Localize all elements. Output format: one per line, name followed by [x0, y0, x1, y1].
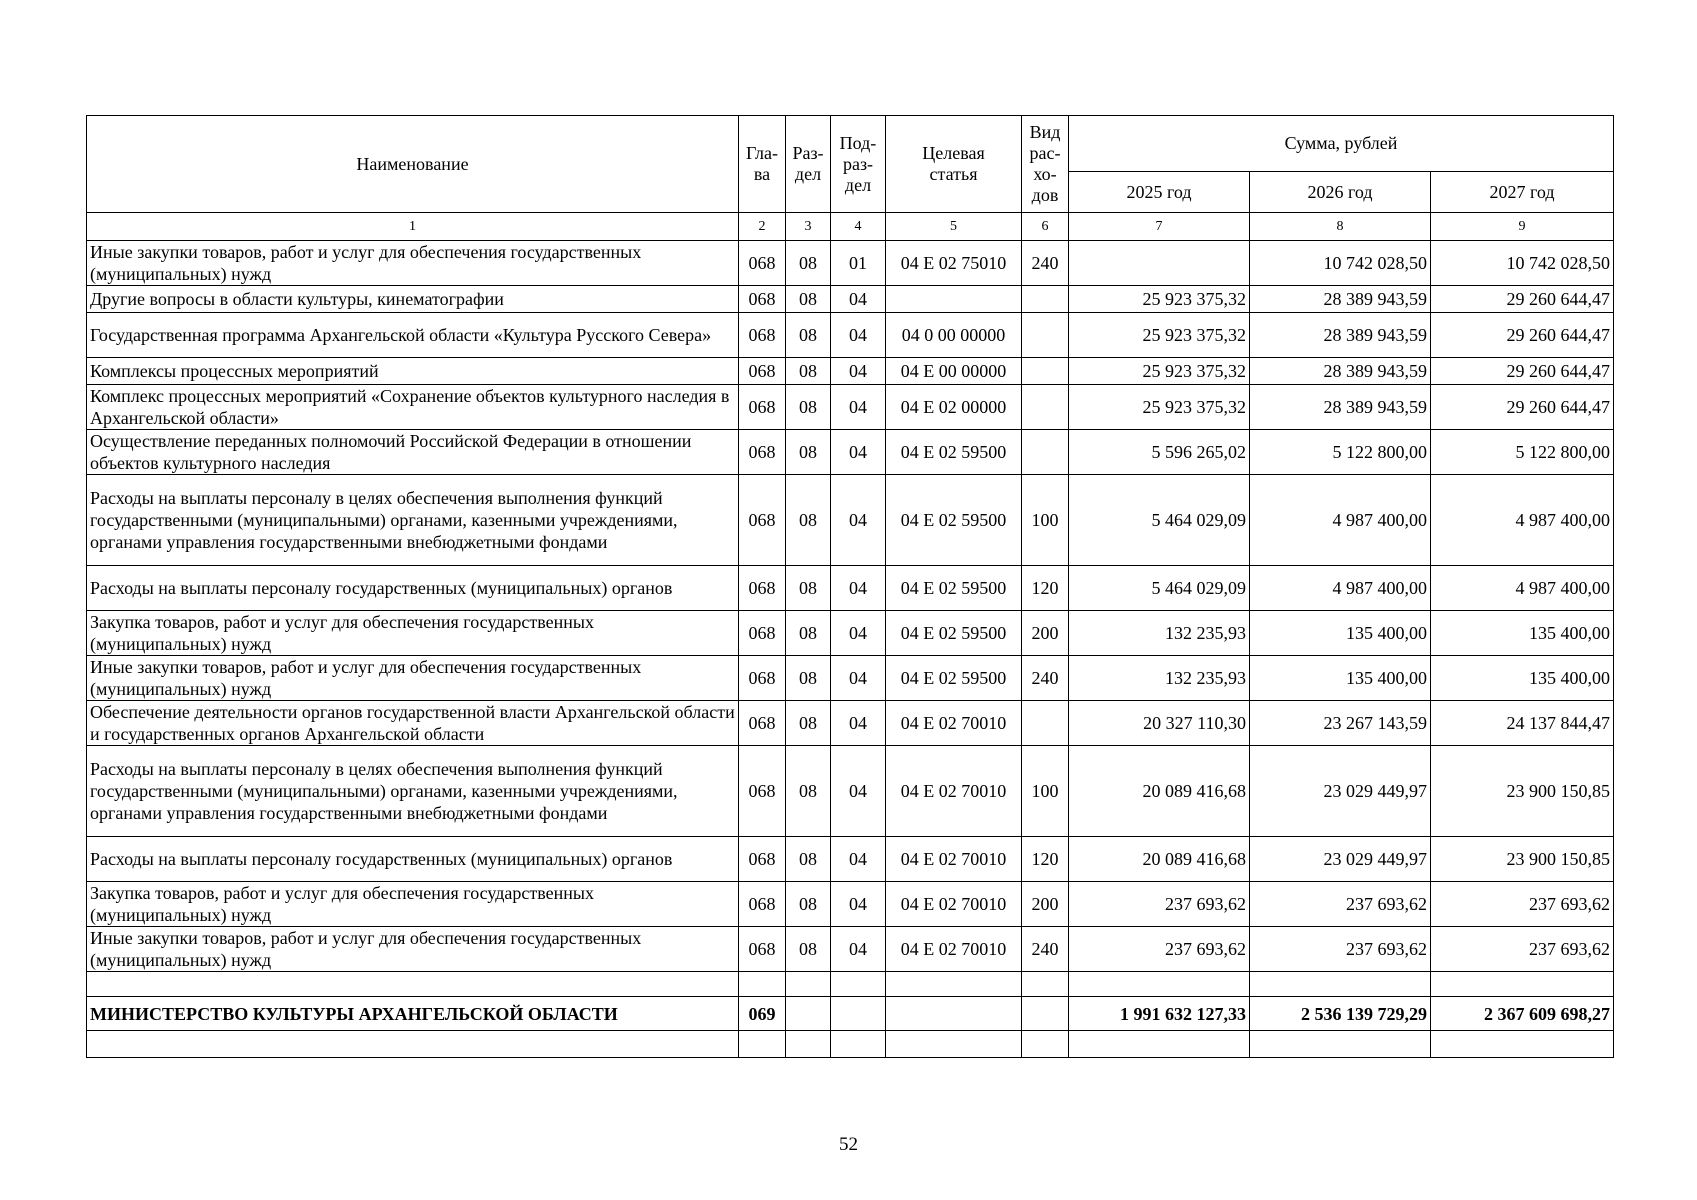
row-subsection: 01 — [831, 241, 886, 286]
table-body — [87, 241, 1614, 972]
header-name: Наименование — [87, 116, 739, 213]
row-amount-2025: 25 923 375,32 — [1069, 358, 1250, 385]
table-row — [87, 358, 1614, 385]
row-target-article: 04 Е 02 59500 — [886, 430, 1022, 475]
row-expense-type — [1022, 430, 1069, 475]
row-subsection: 04 — [831, 882, 886, 927]
row-name: Закупка товаров, работ и услуг для обеспечения государственных (муниципальных) нужд — [87, 611, 739, 656]
header-row — [87, 116, 1614, 172]
row-expense-type: 240 — [1022, 241, 1069, 286]
row-amount-2027: 29 260 644,47 — [1431, 358, 1614, 385]
row-amount-2027: 10 742 028,50 — [1431, 241, 1614, 286]
row-expense-type: 240 — [1022, 656, 1069, 701]
row-name: Обеспечение деятельности органов государственной власти Архангельской области и государственных органов Архангельской области — [87, 701, 739, 746]
column-number: 7 — [1069, 213, 1250, 241]
row-amount-2027: 23 900 150,85 — [1431, 837, 1614, 882]
row-amount-2026: 23 029 449,97 — [1250, 837, 1431, 882]
row-expense-type: 100 — [1022, 475, 1069, 566]
row-subsection: 04 — [831, 611, 886, 656]
header-year-2026: 2026 год — [1250, 172, 1431, 213]
row-amount-2025: 25 923 375,32 — [1069, 385, 1250, 430]
row-target-article: 04 Е 02 59500 — [886, 611, 1022, 656]
table-row — [87, 882, 1614, 927]
column-number: 6 — [1022, 213, 1069, 241]
row-name: Иные закупки товаров, работ и услуг для обеспечения государственных (муниципальных) нужд — [87, 656, 739, 701]
column-number: 1 — [87, 213, 739, 241]
total-2025: 1 991 632 127,33 — [1069, 997, 1250, 1031]
header-chapter-label: Гла- ва — [745, 143, 779, 184]
row-chapter: 068 — [739, 746, 786, 837]
row-chapter: 068 — [739, 241, 786, 286]
page-number: 52 — [839, 1134, 858, 1155]
row-amount-2025: 237 693,62 — [1069, 882, 1250, 927]
row-amount-2026: 23 029 449,97 — [1250, 746, 1431, 837]
budget-table — [86, 115, 1614, 1058]
row-amount-2027: 135 400,00 — [1431, 656, 1614, 701]
table-row — [87, 313, 1614, 358]
row-section: 08 — [786, 566, 831, 611]
row-target-article: 04 Е 02 75010 — [886, 241, 1022, 286]
row-name: Иные закупки товаров, работ и услуг для обеспечения государственных (муниципальных) нужд — [87, 927, 739, 972]
column-number: 4 — [831, 213, 886, 241]
column-number: 3 — [786, 213, 831, 241]
header-section-label: Раз- дел — [792, 143, 824, 184]
table-row — [87, 566, 1614, 611]
row-chapter: 068 — [739, 430, 786, 475]
header-year-2025: 2025 год — [1069, 172, 1250, 213]
row-amount-2025: 20 327 110,30 — [1069, 701, 1250, 746]
row-target-article: 04 Е 02 70010 — [886, 837, 1022, 882]
row-subsection: 04 — [831, 286, 886, 313]
row-subsection: 04 — [831, 566, 886, 611]
row-subsection: 04 — [831, 430, 886, 475]
row-chapter: 068 — [739, 701, 786, 746]
row-section: 08 — [786, 611, 831, 656]
row-section: 08 — [786, 430, 831, 475]
row-amount-2027: 237 693,62 — [1431, 882, 1614, 927]
row-amount-2027: 237 693,62 — [1431, 927, 1614, 972]
row-target-article: 04 Е 02 00000 — [886, 385, 1022, 430]
row-amount-2026: 23 267 143,59 — [1250, 701, 1431, 746]
table-row — [87, 746, 1614, 837]
row-expense-type — [1022, 358, 1069, 385]
row-amount-2026: 28 389 943,59 — [1250, 385, 1431, 430]
table-row — [87, 475, 1614, 566]
row-name: Комплексы процессных мероприятий — [87, 358, 739, 385]
row-section: 08 — [786, 746, 831, 837]
row-subsection: 04 — [831, 313, 886, 358]
row-subsection: 04 — [831, 385, 886, 430]
row-target-article: 04 Е 02 70010 — [886, 746, 1022, 837]
row-expense-type — [1022, 385, 1069, 430]
row-amount-2027: 23 900 150,85 — [1431, 746, 1614, 837]
row-amount-2025: 25 923 375,32 — [1069, 313, 1250, 358]
row-section: 08 — [786, 656, 831, 701]
row-section: 08 — [786, 313, 831, 358]
table-row — [87, 241, 1614, 286]
header-year-2027: 2027 год — [1431, 172, 1614, 213]
row-name: Закупка товаров, работ и услуг для обеспечения государственных (муниципальных) нужд — [87, 882, 739, 927]
row-name: Иные закупки товаров, работ и услуг для обеспечения государственных (муниципальных) нужд — [87, 241, 739, 286]
column-number: 9 — [1431, 213, 1614, 241]
row-subsection: 04 — [831, 837, 886, 882]
row-chapter: 068 — [739, 385, 786, 430]
column-number-row — [87, 213, 1614, 241]
column-number: 5 — [886, 213, 1022, 241]
row-amount-2026: 135 400,00 — [1250, 611, 1431, 656]
row-name: Расходы на выплаты персоналу в целях обеспечения выполнения функций государственными (муниципальными) органами, казенными учреждениями, органами управления государственными внебюджетными фондами — [87, 475, 739, 566]
total-name: МИНИСТЕРСТВО КУЛЬТУРЫ АРХАНГЕЛЬСКОЙ ОБЛАСТИ — [87, 997, 739, 1031]
row-chapter: 068 — [739, 566, 786, 611]
row-expense-type — [1022, 701, 1069, 746]
row-amount-2025: 25 923 375,32 — [1069, 286, 1250, 313]
header-chapter — [739, 116, 786, 213]
row-section: 08 — [786, 241, 831, 286]
row-chapter: 068 — [739, 358, 786, 385]
header-section — [786, 116, 831, 213]
row-amount-2025: 5 464 029,09 — [1069, 566, 1250, 611]
row-amount-2027: 5 122 800,00 — [1431, 430, 1614, 475]
row-amount-2026: 5 122 800,00 — [1250, 430, 1431, 475]
row-amount-2027: 29 260 644,47 — [1431, 385, 1614, 430]
row-amount-2027: 4 987 400,00 — [1431, 475, 1614, 566]
row-amount-2026: 28 389 943,59 — [1250, 286, 1431, 313]
row-target-article: 04 Е 02 70010 — [886, 882, 1022, 927]
row-name: Расходы на выплаты персоналу государственных (муниципальных) органов — [87, 566, 739, 611]
row-target-article: 04 Е 02 59500 — [886, 656, 1022, 701]
blank-row — [87, 1031, 1614, 1058]
row-expense-type: 120 — [1022, 566, 1069, 611]
row-chapter: 068 — [739, 882, 786, 927]
row-target-article: 04 0 00 00000 — [886, 313, 1022, 358]
row-section: 08 — [786, 701, 831, 746]
row-target-article: 04 Е 00 00000 — [886, 358, 1022, 385]
header-expense-type — [1022, 116, 1069, 213]
row-expense-type: 240 — [1022, 927, 1069, 972]
row-expense-type: 100 — [1022, 746, 1069, 837]
row-amount-2025: 237 693,62 — [1069, 927, 1250, 972]
row-amount-2027: 29 260 644,47 — [1431, 286, 1614, 313]
row-target-article: 04 Е 02 70010 — [886, 927, 1022, 972]
row-target-article — [886, 286, 1022, 313]
total-row — [87, 997, 1614, 1031]
row-subsection: 04 — [831, 475, 886, 566]
row-target-article: 04 Е 02 70010 — [886, 701, 1022, 746]
header-amount: Сумма, рублей — [1069, 116, 1614, 172]
row-amount-2026: 28 389 943,59 — [1250, 313, 1431, 358]
row-amount-2026: 4 987 400,00 — [1250, 566, 1431, 611]
table-row — [87, 927, 1614, 972]
table-row — [87, 430, 1614, 475]
row-section: 08 — [786, 286, 831, 313]
column-number: 8 — [1250, 213, 1431, 241]
row-target-article: 04 Е 02 59500 — [886, 566, 1022, 611]
row-amount-2025: 5 464 029,09 — [1069, 475, 1250, 566]
row-chapter: 068 — [739, 611, 786, 656]
header-subsection-label: Под- раз- дел — [839, 132, 877, 195]
row-amount-2025: 132 235,93 — [1069, 656, 1250, 701]
row-chapter: 068 — [739, 286, 786, 313]
row-target-article: 04 Е 02 59500 — [886, 475, 1022, 566]
row-amount-2025: 5 596 265,02 — [1069, 430, 1250, 475]
row-amount-2026: 4 987 400,00 — [1250, 475, 1431, 566]
row-section: 08 — [786, 837, 831, 882]
row-subsection: 04 — [831, 656, 886, 701]
row-amount-2026: 237 693,62 — [1250, 927, 1431, 972]
row-subsection: 04 — [831, 927, 886, 972]
row-name: Другие вопросы в области культуры, кинематографии — [87, 286, 739, 313]
row-chapter: 068 — [739, 927, 786, 972]
row-section: 08 — [786, 358, 831, 385]
row-amount-2026: 28 389 943,59 — [1250, 358, 1431, 385]
row-amount-2027: 135 400,00 — [1431, 611, 1614, 656]
table-row — [87, 701, 1614, 746]
row-expense-type: 200 — [1022, 882, 1069, 927]
row-name: Государственная программа Архангельской области «Культура Русского Севера» — [87, 313, 739, 358]
row-chapter: 068 — [739, 475, 786, 566]
row-subsection: 04 — [831, 358, 886, 385]
row-amount-2026: 237 693,62 — [1250, 882, 1431, 927]
row-expense-type — [1022, 313, 1069, 358]
table-row — [87, 656, 1614, 701]
row-subsection: 04 — [831, 701, 886, 746]
row-expense-type — [1022, 286, 1069, 313]
row-section: 08 — [786, 475, 831, 566]
row-subsection: 04 — [831, 746, 886, 837]
table-row — [87, 385, 1614, 430]
row-amount-2025 — [1069, 241, 1250, 286]
row-amount-2027: 24 137 844,47 — [1431, 701, 1614, 746]
row-amount-2027: 29 260 644,47 — [1431, 313, 1614, 358]
total-2026: 2 536 139 729,29 — [1250, 997, 1431, 1031]
header-target-article — [886, 116, 1022, 213]
row-name: Осуществление переданных полномочий Российской Федерации в отношении объектов культурного наследия — [87, 430, 739, 475]
column-number: 2 — [739, 213, 786, 241]
total-chapter: 069 — [739, 997, 786, 1031]
row-amount-2025: 20 089 416,68 — [1069, 746, 1250, 837]
row-section: 08 — [786, 882, 831, 927]
row-section: 08 — [786, 385, 831, 430]
row-expense-type: 120 — [1022, 837, 1069, 882]
row-amount-2026: 10 742 028,50 — [1250, 241, 1431, 286]
blank-row — [87, 972, 1614, 997]
header-subsection — [831, 116, 886, 213]
header-target-article-label: Целевая статья — [922, 143, 985, 184]
row-amount-2025: 20 089 416,68 — [1069, 837, 1250, 882]
row-chapter: 068 — [739, 656, 786, 701]
row-amount-2025: 132 235,93 — [1069, 611, 1250, 656]
table-row — [87, 286, 1614, 313]
row-chapter: 068 — [739, 837, 786, 882]
row-section: 08 — [786, 927, 831, 972]
row-name: Комплекс процессных мероприятий «Сохранение объектов культурного наследия в Архангельской области» — [87, 385, 739, 430]
table-row — [87, 611, 1614, 656]
row-expense-type: 200 — [1022, 611, 1069, 656]
header-expense-type-label: Вид рас- хо- дов — [1029, 122, 1061, 205]
total-2027: 2 367 609 698,27 — [1431, 997, 1614, 1031]
row-amount-2027: 4 987 400,00 — [1431, 566, 1614, 611]
row-name: Расходы на выплаты персоналу в целях обеспечения выполнения функций государственными (муниципальными) органами, казенными учреждениями, органами управления государственными внебюджетными фондами — [87, 746, 739, 837]
row-chapter: 068 — [739, 313, 786, 358]
row-name: Расходы на выплаты персоналу государственных (муниципальных) органов — [87, 837, 739, 882]
table-row — [87, 837, 1614, 882]
row-amount-2026: 135 400,00 — [1250, 656, 1431, 701]
